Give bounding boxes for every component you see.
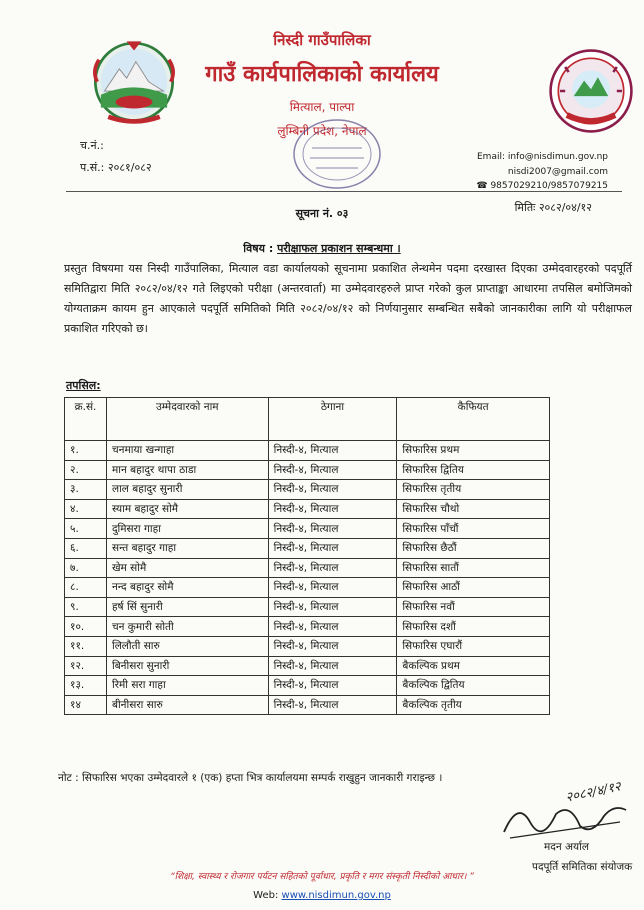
table-row [65,499,550,519]
cell-serial: ८. [65,578,107,598]
note-text: नोट : सिफारिस भएका उम्मेदवारले १ (एक) हप्ता भित्र कार्यालयमा सम्पर्क राखुहुन जानकारी गराइन्छ । [58,772,443,784]
cell-remarks: सिफारिस चौथो [397,499,550,519]
table-row [65,676,550,696]
fiscal-year-value: २०८१/०८२ [107,161,152,174]
header-name: उम्मेदवारको नाम [106,398,268,441]
header-remarks: कैफियत [397,398,550,441]
letter-number-label: च.नं.: [80,139,104,152]
phone-icon: ☎ [476,181,488,191]
table-row [65,695,550,715]
cell-address: निस्दी-४, मित्याल [268,558,397,578]
table-row [65,597,550,617]
cell-serial: २. [65,460,107,480]
municipality-logo-icon [548,48,634,134]
cell-name: चन कुमारी सोती [106,617,268,637]
subject-text: परीक्षाफल प्रकाशन सम्बन्धमा । [277,242,401,255]
cell-name: सन्त बहादुर गाहा [106,538,268,558]
cell-address: निस्दी-४, मित्याल [268,656,397,676]
subject-label: विषय : [243,242,274,255]
cell-remarks: सिफारिस पाँचौं [397,519,550,539]
cell-serial: ९. [65,597,107,617]
cell-name: लाल बहादुर सुनारी [106,480,268,500]
cell-address: निस्दी-४, मित्याल [268,636,397,656]
header-serial: क्र.सं. [65,398,107,441]
cell-remarks: सिफारिस आठौं [397,578,550,598]
cell-name: लिलौती सारु [106,636,268,656]
cell-name: हर्ष सिं सुनारी [106,597,268,617]
cell-name: मान बहादुर थापा ठाडा [106,460,268,480]
fiscal-year [80,160,152,175]
cell-serial: ६. [65,538,107,558]
cell-address: निस्दी-४, मित्याल [268,597,397,617]
table-row [65,617,550,637]
cell-address: निस्दी-४, मित्याल [268,499,397,519]
cell-serial: १. [65,441,107,461]
cell-address: निस्दी-४, मित्याल [268,578,397,598]
details-heading: तपसिल: [66,379,101,392]
web-label: Web: [253,890,279,901]
table-row [65,538,550,558]
footer-web [0,890,644,901]
cell-serial: १४ [65,695,107,715]
cell-remarks: सिफारिस द्वितिय [397,460,550,480]
cell-remarks: सिफारिस छैठौं [397,538,550,558]
cell-address: निस्दी-४, मित्याल [268,676,397,696]
table-row [65,656,550,676]
cell-remarks: बैकल्पिक तृतीय [397,695,550,715]
cell-serial: १०. [65,617,107,637]
cell-address: निस्दी-४, मित्याल [268,519,397,539]
signature-date: २०८२/४/१२ [564,779,623,806]
table-row [65,558,550,578]
cell-serial: ५. [65,519,107,539]
table-row [65,636,550,656]
table-header-row [65,398,550,441]
cell-serial: ४. [65,499,107,519]
cell-remarks: सिफारिस नवौं [397,597,550,617]
cell-remarks: बैकल्पिक द्वितिय [397,676,550,696]
cell-name: रिमी सरा गाहा [106,676,268,696]
contact-email-alt: nisdi2007@gmail.com [507,167,608,177]
cell-name: बीनीसरा सारु [106,695,268,715]
cell-serial: ११. [65,636,107,656]
office-title: गाउँ कार्यपालिकाको कार्यालय [205,62,439,87]
notice-date: मितिः २०८२/०४/१२ [514,201,592,214]
cell-serial: १३. [65,676,107,696]
cell-name: दुमिसरा गाहा [106,519,268,539]
table-row [65,480,550,500]
cell-name: चनमाया खन्गाहा [106,441,268,461]
table-row [65,578,550,598]
cell-address: निस्दी-४, मित्याल [268,480,397,500]
office-stamp-icon [292,118,382,190]
website-link[interactable]: www.nisdimun.gov.np [281,890,391,901]
table-row [65,441,550,461]
header-divider [66,191,622,192]
cell-serial: ३. [65,480,107,500]
notice-body: प्रस्तुत विषयमा यस निस्दी गाउँपालिका, मित्याल वडा कार्यालयको सूचनामा प्रकाशित लेन्थमेन पदमा दरखास्त दिएका उम्मेदवारहरको पदपूर्ति समितिद्वारा मिति २०८२/०४/१२ गते लिइएको परीक्षा (अन्तरवार्ता) मा उम्मेदवारहरुले प्राप्त गरेको कुल प्राप्ताङ्का आधारमा तपसिल बमोजिमको योग्यताक्रम कायम हुन आएकाले पदपूर्ति समितिको मिति २०८२/०४/१२ को निर्णयानुसार सम्बन्धित सबैको जानकारीका लागि यो परीक्षाफल प्रकाशित गरिएको छ। [64,262,632,335]
phone-numbers: 9857029210/9857079215 [490,181,608,191]
contact-email: Email: info@nisdimun.gov.np [476,152,608,162]
cell-remarks: सिफारिस सातौं [397,558,550,578]
fiscal-year-label: प.सं.: [80,161,105,174]
cell-remarks: सिफारिस प्रथम [397,441,550,461]
signatory-role: पदपूर्ति समितिका संयोजक [532,861,633,873]
cell-address: निस्दी-४, मित्याल [268,617,397,637]
cell-address: निस्दी-४, मित्याल [268,538,397,558]
municipality-name: निस्दी गाउँपालिका [273,31,371,49]
signatory-name: मदन अर्याल [544,841,589,853]
cell-address: निस्दी-४, मित्याल [268,695,397,715]
table-row [65,519,550,539]
address-line-2: लुम्बिनी प्रदेश, नेपाल [277,124,367,138]
cell-serial: ७. [65,558,107,578]
cell-remarks: सिफारिस एघारौं [397,636,550,656]
header-address: ठेगाना [268,398,397,441]
signature-icon [500,792,630,842]
address-line-1: मित्याल, पाल्पा [289,100,355,114]
results-table [64,397,550,715]
cell-name: खेम सोमै [106,558,268,578]
cell-serial: १२. [65,656,107,676]
cell-remarks: सिफारिस दशौं [397,617,550,637]
cell-address: निस्दी-४, मित्याल [268,460,397,480]
cell-address: निस्दी-४, मित्याल [268,441,397,461]
cell-remarks: सिफारिस तृतीय [397,480,550,500]
table-row [65,460,550,480]
cell-remarks: बैकल्पिक प्रथम [397,656,550,676]
notice-number: सूचना नं. ०३ [295,207,349,220]
subject-line [0,241,644,256]
cell-name: नन्द बहादुर सोमै [106,578,268,598]
cell-name: स्याम बहादुर सोमै [106,499,268,519]
cell-name: बिनीसरा सुनारी [106,656,268,676]
footer-slogan: “शिक्षा, स्वास्थ्य र रोजगार पर्यटन सहितको पूर्वाधार, प्रकृति र मगर संस्कृती निस्दीको आधार। ” [170,872,474,882]
